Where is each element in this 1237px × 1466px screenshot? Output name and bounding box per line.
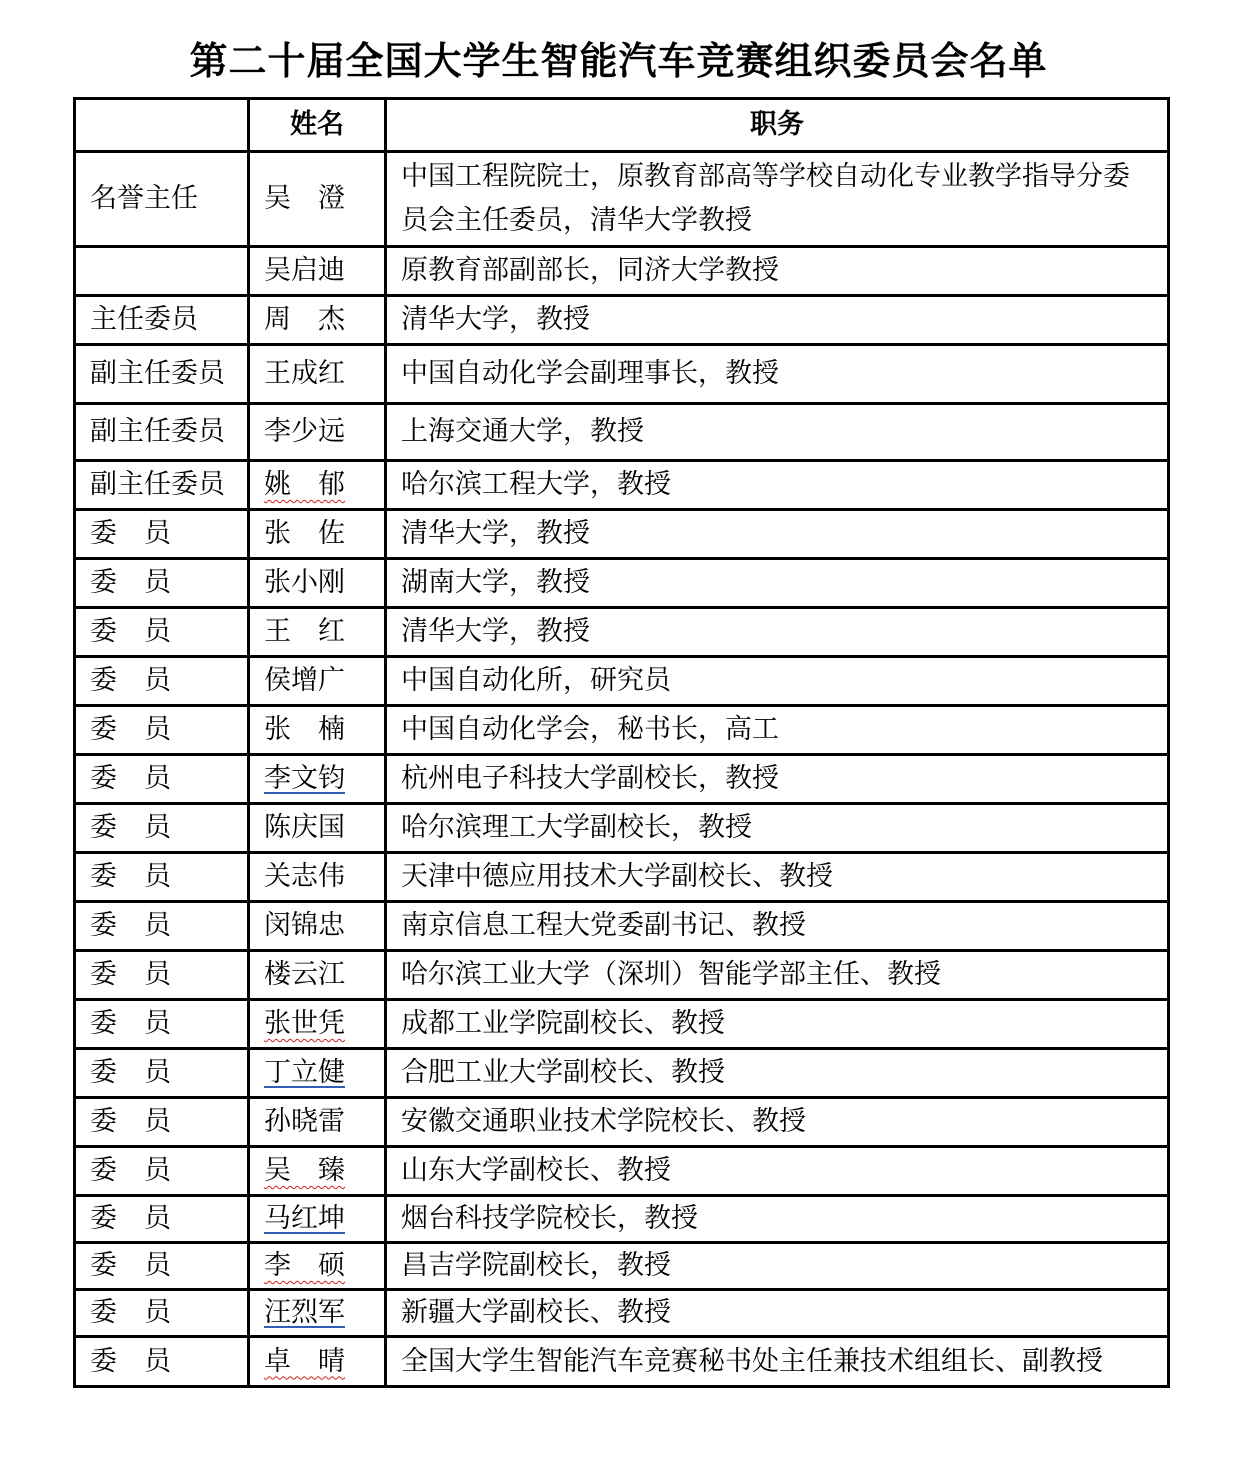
cell-name — [249, 1290, 386, 1337]
name-text: 张 佐 — [264, 518, 345, 549]
table-row — [75, 951, 1169, 1000]
cell-duty — [386, 951, 1169, 1000]
role-text: 委 员 — [90, 1008, 171, 1039]
cell-duty — [386, 706, 1169, 755]
cell-name — [249, 559, 386, 608]
duty-text: 中国自动化学会副理事长，教授 — [401, 358, 779, 389]
role-text: 委 员 — [90, 959, 171, 990]
cell-duty — [386, 345, 1169, 404]
duty-text: 成都工业学院副校长、教授 — [401, 1008, 725, 1039]
duty-text: 清华大学，教授 — [401, 616, 590, 647]
committee-table — [73, 97, 1170, 1388]
cell-duty — [386, 1147, 1169, 1196]
duty-text: 哈尔滨理工大学副校长，教授 — [401, 812, 752, 843]
role-text: 委 员 — [90, 861, 171, 892]
duty-text: 山东大学副校长、教授 — [401, 1155, 671, 1186]
cell-duty — [386, 404, 1169, 461]
name-text: 孙晓雷 — [264, 1106, 345, 1137]
duty-text: 哈尔滨工程大学，教授 — [401, 469, 671, 500]
cell-duty — [386, 902, 1169, 951]
table-row — [75, 404, 1169, 461]
duty-text: 中国工程院院士，原教育部高等学校自动化专业教学指导分委员会主任委员，清华大学教授 — [401, 161, 1130, 236]
cell-role — [75, 559, 249, 608]
cell-name — [249, 608, 386, 657]
table-row — [75, 1243, 1169, 1290]
role-text: 副主任委员 — [90, 358, 225, 389]
duty-text: 天津中德应用技术大学副校长、教授 — [401, 861, 833, 892]
role-text: 委 员 — [90, 518, 171, 549]
duty-text: 原教育部副部长，同济大学教授 — [401, 255, 779, 286]
table-row — [75, 853, 1169, 902]
cell-duty — [386, 657, 1169, 706]
table-row — [75, 1196, 1169, 1243]
duty-text: 烟台科技学院校长，教授 — [401, 1203, 698, 1234]
table-row — [75, 559, 1169, 608]
cell-role — [75, 247, 249, 296]
duty-text: 昌吉学院副校长，教授 — [401, 1250, 671, 1281]
cell-duty — [386, 1290, 1169, 1337]
cell-role — [75, 1290, 249, 1337]
role-text: 委 员 — [90, 763, 171, 794]
cell-role — [75, 345, 249, 404]
cell-duty — [386, 296, 1169, 345]
duty-text: 合肥工业大学副校长、教授 — [401, 1057, 725, 1088]
name-text: 李 硕 — [264, 1250, 345, 1281]
cell-duty — [386, 1049, 1169, 1098]
table-row — [75, 152, 1169, 247]
table-row — [75, 345, 1169, 404]
table-row — [75, 461, 1169, 510]
cell-role — [75, 951, 249, 1000]
cell-duty — [386, 755, 1169, 804]
cell-role — [75, 404, 249, 461]
cell-name — [249, 1337, 386, 1387]
duty-text: 清华大学，教授 — [401, 518, 590, 549]
cell-role — [75, 296, 249, 345]
duty-text: 全国大学生智能汽车竞赛秘书处主任兼技术组组长、副教授 — [401, 1345, 1103, 1377]
role-text: 委 员 — [90, 1297, 171, 1328]
document-title: 第二十届全国大学生智能汽车竞赛组织委员会名单 — [189, 38, 1048, 83]
duty-text: 清华大学，教授 — [401, 304, 590, 335]
name-text: 汪烈军 — [264, 1297, 345, 1328]
name-text: 张 楠 — [264, 714, 345, 745]
cell-role — [75, 755, 249, 804]
cell-name — [249, 951, 386, 1000]
cell-duty — [386, 510, 1169, 559]
name-text: 李少远 — [264, 416, 345, 447]
name-text: 吴 臻 — [264, 1155, 345, 1186]
table-row — [75, 1290, 1169, 1337]
header-role — [75, 99, 249, 152]
duty-text: 安徽交通职业技术学院校长、教授 — [401, 1106, 806, 1137]
cell-name — [249, 755, 386, 804]
name-text: 关志伟 — [264, 861, 345, 892]
cell-name — [249, 1049, 386, 1098]
cell-name — [249, 706, 386, 755]
table-row — [75, 510, 1169, 559]
name-text: 张小刚 — [264, 567, 345, 598]
cell-duty — [386, 1243, 1169, 1290]
name-text: 侯增广 — [264, 665, 345, 696]
cell-name — [249, 152, 386, 247]
cell-role — [75, 608, 249, 657]
cell-name — [249, 853, 386, 902]
cell-duty — [386, 1337, 1169, 1387]
table-row — [75, 1049, 1169, 1098]
role-text: 委 员 — [90, 1155, 171, 1186]
cell-role — [75, 1098, 249, 1147]
cell-name — [249, 902, 386, 951]
cell-name — [249, 657, 386, 706]
cell-duty — [386, 1098, 1169, 1147]
table-row — [75, 1147, 1169, 1196]
table-row — [75, 706, 1169, 755]
cell-name — [249, 247, 386, 296]
duty-text: 上海交通大学，教授 — [401, 416, 644, 447]
role-text: 委 员 — [90, 910, 171, 941]
duty-text: 杭州电子科技大学副校长，教授 — [401, 763, 779, 794]
role-text: 委 员 — [90, 1106, 171, 1137]
name-text: 丁立健 — [264, 1057, 345, 1088]
cell-duty — [386, 804, 1169, 853]
table-row — [75, 247, 1169, 296]
table-row — [75, 902, 1169, 951]
role-text: 委 员 — [90, 1345, 171, 1377]
cell-name — [249, 1000, 386, 1049]
role-text: 委 员 — [90, 1057, 171, 1088]
table-row — [75, 1098, 1169, 1147]
cell-role — [75, 1000, 249, 1049]
table-row — [75, 296, 1169, 345]
table-row — [75, 804, 1169, 853]
table-body — [75, 152, 1169, 1387]
cell-name — [249, 510, 386, 559]
role-text: 委 员 — [90, 665, 171, 696]
cell-duty — [386, 853, 1169, 902]
cell-name — [249, 1147, 386, 1196]
role-text: 副主任委员 — [90, 469, 225, 500]
role-text: 委 员 — [90, 616, 171, 647]
name-text: 姚 郁 — [264, 469, 345, 500]
header-row — [75, 99, 1169, 152]
cell-role — [75, 1337, 249, 1387]
cell-duty — [386, 461, 1169, 510]
role-text: 副主任委员 — [90, 416, 225, 447]
cell-role — [75, 1196, 249, 1243]
cell-name — [249, 804, 386, 853]
role-text: 委 员 — [90, 812, 171, 843]
cell-role — [75, 1147, 249, 1196]
name-text: 李文钧 — [264, 763, 345, 794]
duty-text: 湖南大学，教授 — [401, 567, 590, 598]
cell-role — [75, 706, 249, 755]
header-name: 姓名 — [249, 99, 386, 152]
name-text: 王成红 — [264, 358, 345, 389]
duty-text: 中国自动化学会，秘书长，高工 — [401, 714, 779, 745]
name-text: 周 杰 — [264, 304, 345, 335]
cell-role — [75, 1243, 249, 1290]
cell-role — [75, 510, 249, 559]
role-text: 委 员 — [90, 567, 171, 598]
name-text: 王 红 — [264, 616, 345, 647]
header-duty: 职务 — [386, 99, 1169, 152]
cell-duty — [386, 559, 1169, 608]
role-text: 委 员 — [90, 1250, 171, 1281]
duty-text: 新疆大学副校长、教授 — [401, 1297, 671, 1328]
cell-role — [75, 657, 249, 706]
role-text: 委 员 — [90, 714, 171, 745]
cell-duty — [386, 1000, 1169, 1049]
name-text: 闵锦忠 — [264, 910, 345, 941]
role-text: 委 员 — [90, 1203, 171, 1234]
role-text: 名誉主任 — [90, 183, 198, 214]
table-row — [75, 608, 1169, 657]
name-text: 陈庆国 — [264, 812, 345, 843]
name-text: 马红坤 — [264, 1203, 345, 1234]
role-text: 主任委员 — [90, 304, 198, 335]
cell-duty — [386, 608, 1169, 657]
duty-text: 哈尔滨工业大学（深圳）智能学部主任、教授 — [401, 959, 941, 990]
duty-text: 南京信息工程大党委副书记、教授 — [401, 910, 806, 941]
name-text: 吴启迪 — [264, 255, 345, 286]
cell-role — [75, 804, 249, 853]
name-text: 吴 澄 — [264, 183, 345, 214]
cell-name — [249, 1243, 386, 1290]
cell-name — [249, 1196, 386, 1243]
table-row — [75, 1337, 1169, 1387]
cell-name — [249, 296, 386, 345]
cell-name — [249, 404, 386, 461]
cell-role — [75, 461, 249, 510]
duty-text: 中国自动化所，研究员 — [401, 665, 671, 696]
table-row — [75, 755, 1169, 804]
name-text: 楼云江 — [264, 959, 345, 990]
cell-name — [249, 1098, 386, 1147]
cell-duty — [386, 1196, 1169, 1243]
name-text: 张世凭 — [264, 1008, 345, 1039]
cell-name — [249, 345, 386, 404]
cell-role — [75, 1049, 249, 1098]
cell-role — [75, 902, 249, 951]
cell-duty — [386, 152, 1169, 247]
table-row — [75, 1000, 1169, 1049]
cell-duty — [386, 247, 1169, 296]
cell-role — [75, 152, 249, 247]
table-row — [75, 657, 1169, 706]
cell-role — [75, 853, 249, 902]
cell-name — [249, 461, 386, 510]
name-text: 卓 晴 — [264, 1345, 345, 1377]
